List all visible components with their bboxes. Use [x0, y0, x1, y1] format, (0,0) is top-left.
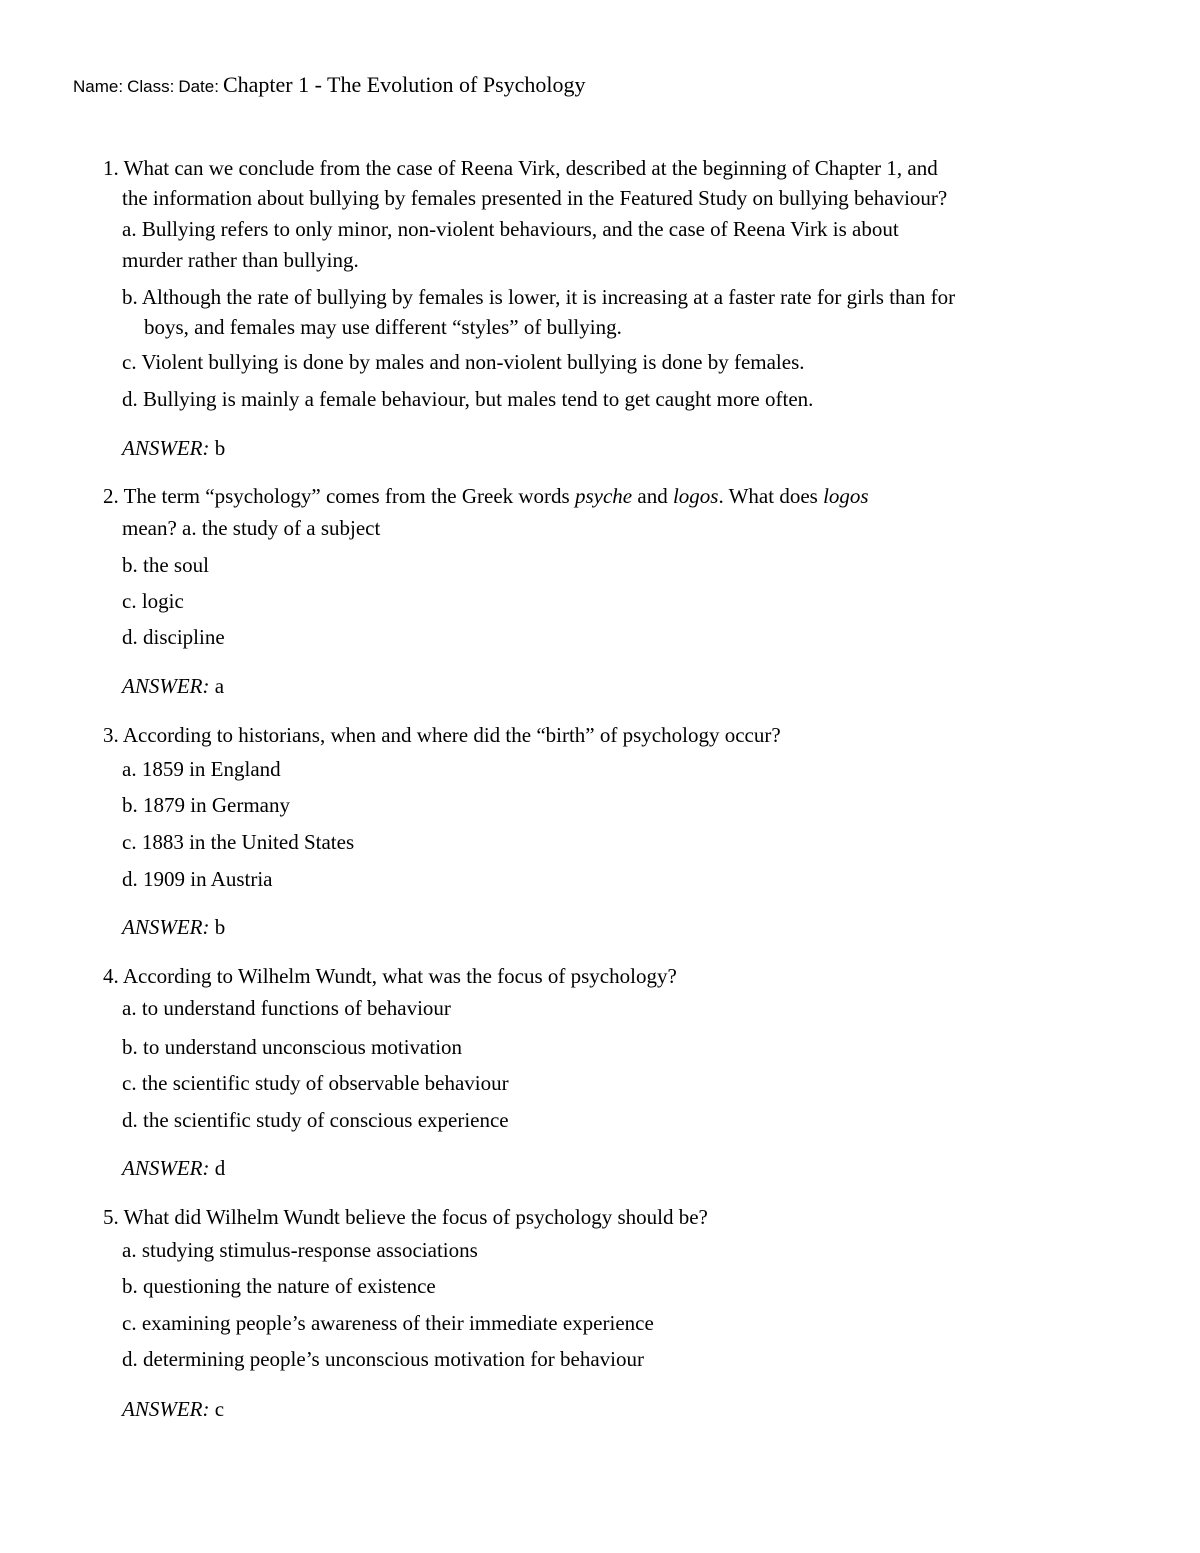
option-b: b. the soul [122, 553, 209, 577]
option-d: d. 1909 in Austria [122, 867, 273, 891]
option-a: a. to understand functions of behaviour [122, 996, 451, 1020]
question-text: 5. What did Wilhelm Wundt believe the focus of psychology should be? [103, 1205, 708, 1229]
question-text-part: and [632, 484, 673, 508]
option-c: c. logic [122, 589, 184, 613]
option-a: murder rather than bullying. [122, 248, 359, 272]
question-text: 1. What can we conclude from the case of Reena Virk, described at the beginning of Chapter 1, and [103, 156, 938, 180]
term-logos: logos [823, 484, 869, 508]
question-text [103, 486, 869, 507]
term-logos: logos [672, 484, 719, 508]
option-c: c. examining people’s awareness of their immediate experience [122, 1311, 654, 1335]
option-b: boys, and females may use different “styles” of bullying. [144, 315, 622, 339]
question-text: the information about bullying by females presented in the Featured Study on bullying behaviour? [122, 186, 948, 210]
answer-line [122, 1399, 224, 1420]
name-label: Name: [73, 77, 124, 96]
answer-label: ANSWER: [122, 436, 210, 460]
option-c: c. Violent bullying is done by males and non-violent bullying is done by females. [122, 350, 805, 374]
option-b: b. 1879 in Germany [122, 793, 290, 817]
option-c: c. 1883 in the United States [122, 830, 355, 854]
answer-line [122, 917, 225, 938]
date-label: Date: [178, 77, 219, 96]
class-label: Class: [127, 77, 175, 96]
option-b: b. Although the rate of bullying by females is lower, it is increasing at a faster rate for girls than for [122, 285, 956, 309]
answer-line [122, 1158, 225, 1179]
question-text-part: . What does [718, 484, 824, 508]
option-a: a. 1859 in England [122, 757, 281, 781]
term-psyche: psyche [574, 484, 633, 508]
answer-value: b [214, 436, 226, 460]
question-text: 3. According to historians, when and where did the “birth” of psychology occur? [103, 723, 781, 747]
option-a: a. studying stimulus-response associations [122, 1238, 478, 1262]
answer-label: ANSWER: [122, 674, 210, 698]
page-title: Chapter 1 - The Evolution of Psychology [222, 72, 586, 97]
answer-label: ANSWER: [122, 1397, 210, 1421]
option-c: c. the scientific study of observable behaviour [122, 1071, 509, 1095]
option-d: d. the scientific study of conscious experience [122, 1108, 509, 1132]
answer-line [122, 438, 225, 459]
option-d: d. Bullying is mainly a female behaviour, but males tend to get caught more often. [122, 387, 814, 411]
answer-value: c [214, 1397, 225, 1421]
question-text-part: 2. The term “psychology” comes from the Greek words [103, 484, 575, 508]
answer-label: ANSWER: [122, 915, 210, 939]
answer-label: ANSWER: [122, 1156, 210, 1180]
option-a: a. Bullying refers to only minor, non-violent behaviours, and the case of Reena Virk is about [122, 217, 899, 241]
question-text: 4. According to Wilhelm Wundt, what was the focus of psychology? [103, 964, 677, 988]
answer-line [122, 676, 224, 697]
option-b: b. to understand unconscious motivation [122, 1035, 463, 1059]
answer-value: b [214, 915, 226, 939]
option-d: d. determining people’s unconscious motivation for behaviour [122, 1347, 644, 1371]
answer-value: d [214, 1156, 226, 1180]
option-d: d. discipline [122, 625, 225, 649]
question-text: mean? a. the study of a subject [122, 516, 381, 540]
page-header [73, 72, 586, 98]
option-b: b. questioning the nature of existence [122, 1274, 436, 1298]
answer-value: a [214, 674, 225, 698]
